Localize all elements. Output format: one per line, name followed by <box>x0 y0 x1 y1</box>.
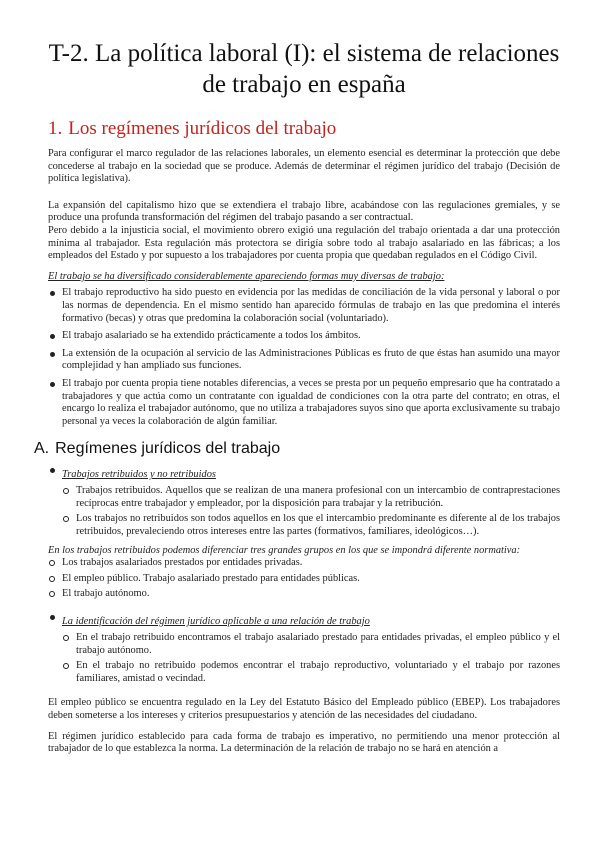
paragraph: La expansión del capitalismo hizo que se extendiera el trabajo libre, acabándose con las regulaciones gremiales, y se produce una profunda transformación del régimen del trabajo pasando a ser contractual. <box>48 199 560 224</box>
list-item: La extensión de la ocupación al servicio de las Administraciones Públicas es fruto de que éstas han asumido una mayor complejidad y han ampliado sus funciones. <box>62 347 560 372</box>
subtopic-label: Trabajos retribuidos y no retribuidos <box>62 469 216 481</box>
list-item: El trabajo por cuenta propia tiene notables diferencias, a veces se presta por un pequeño empresario que ha contratado a trabajadores y que actúa como un contratante con igualdad de condiciones con la otra parte del contrato; en otras, el encargo lo realiza el trabajador autónomo, que no utiliza a trabajadores suyos sino que aporta exclusivamente su trabajo personal ya veces la colaboración de algún familiar. <box>62 377 560 427</box>
sub-list <box>48 632 560 685</box>
document-title: T-2. La política laboral (I): el sistema de relaciones de trabajo en españa <box>48 40 560 98</box>
groups-intro: En los trabajos retribuidos podemos diferenciar tres grandes grupos en los que se impondrá diferente normativa: <box>48 544 521 556</box>
subtopic-heading <box>62 611 560 629</box>
section-1-body <box>48 148 560 428</box>
paragraph: Para configurar el marco regulador de las relaciones laborales, un elemento esencial es determinar la protección que debe concederse al trabajo en la sociedad que se produce. Además de determinar el régimen jurídico del trabajo (Decisión de política legislativa). <box>48 148 560 185</box>
list-item: Los trabajos asalariados prestados por entidades privadas. <box>62 557 560 570</box>
subtopic-label: La identificación del régimen jurídico aplicable a una relación de trabajo <box>62 616 370 628</box>
paragraph: El empleo público se encuentra regulado en la Ley del Estatuto Básico del Empleado público (EBEP). Los trabajadores deben someterse a los intereses y criterios presupuestarios y atención de las necesidades del ciudadano. <box>48 697 560 721</box>
list-item: En el trabajo retribuido encontramos el trabajo asalariado prestado para entidades privadas, el empleo público y el trabajo autónomo. <box>76 632 560 656</box>
list-item: El trabajo reproductivo ha sido puesto en evidencia por las medidas de conciliación de la vida personal y laboral o por las normas de dependencia. En el mismo sentido han aparecido fórmulas de trabajo en las que predomina el interés formativo (becas) y otras que predomina la colaboración social (voluntariado). <box>62 287 560 324</box>
list-item: En el trabajo no retribuido podemos encontrar el trabajo reproductivo, voluntariado y el trabajo por razones familiares, amistad o vecindad. <box>76 660 560 684</box>
list-item: El trabajo autónomo. <box>62 588 560 601</box>
subtopic-heading <box>62 464 560 482</box>
section-number: 1. <box>48 118 63 139</box>
subsection-title: Regímenes jurídicos del trabajo <box>55 440 281 458</box>
section-a-body <box>48 464 560 756</box>
subsection-number: A. <box>34 440 50 458</box>
section-title: Los regímenes jurídicos del trabajo <box>68 118 337 139</box>
subsection-heading-a <box>34 440 560 458</box>
paragraph: El régimen jurídico establecido para cada forma de trabajo es imperativo, no permitiendo una menor protección al trabajador de lo que establezca la norma. La determinación de la relación de trabajo no se hará en atención a <box>48 730 560 755</box>
list-lead: El trabajo se ha diversificado considerablemente apareciendo formas muy diversas de trabajo: <box>48 270 445 282</box>
section-heading-1 <box>48 118 560 140</box>
paragraph: Pero debido a la injusticia social, el movimiento obrero exigió una regulación del trabajo orientada a dar una protección mínima al trabajador. Esta regulación más protectora se dirigía sobre todo al trabajo asalariado en las fábricas; a los empleados del Estado y por supuesto a los trabajadores por cuenta propia que quedaban regulados en el Código Civil. <box>48 224 560 262</box>
list-item: El trabajo asalariado se ha extendido prácticamente a todos los ámbitos. <box>62 330 560 343</box>
list-item: El empleo público. Trabajo asalariado prestado para entidades públicas. <box>62 573 560 586</box>
groups-list <box>48 557 560 601</box>
bullet-list <box>48 287 560 428</box>
list-item: Trabajos retribuidos. Aquellos que se realizan de una manera profesional con un intercambio de contraprestaciones recíprocas entre trabajador y empleador, por la disposición para trabajar y la retribución. <box>76 485 560 509</box>
list-item: Los trabajos no retribuidos son todos aquellos en los que el intercambio predominante es diferente al de los trabajos retribuidos, prevaleciendo otros intereses entre las partes (formativos, familiares, ideológicos…). <box>76 513 560 538</box>
sub-list <box>48 485 560 538</box>
